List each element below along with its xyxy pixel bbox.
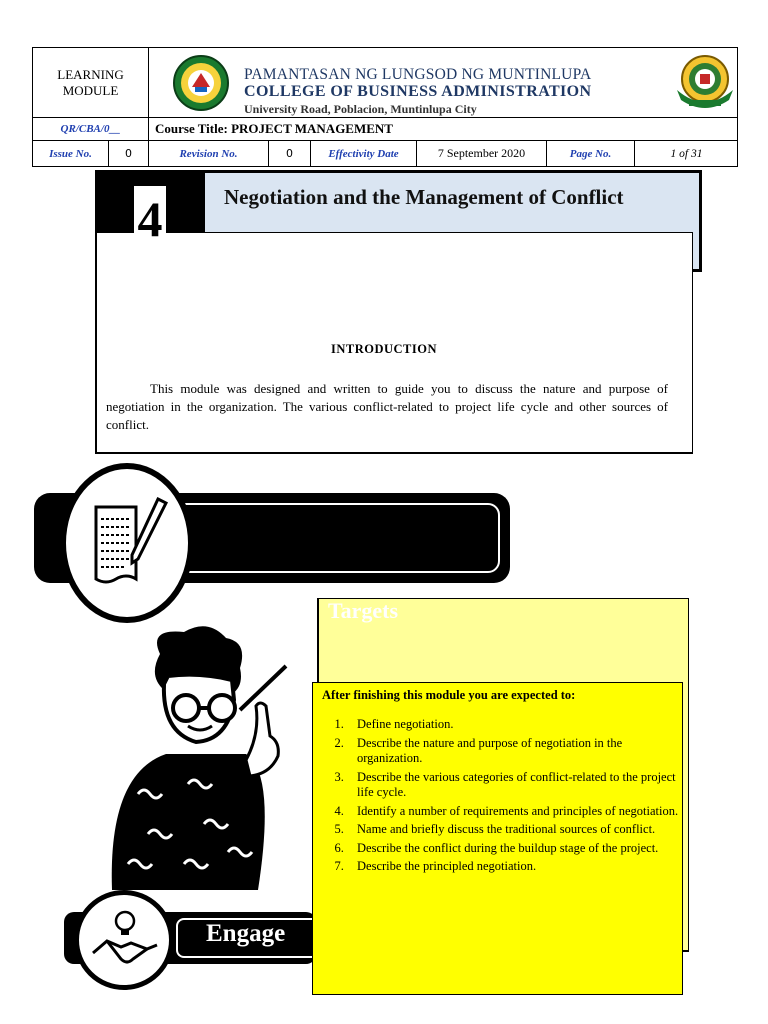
college-name: COLLEGE OF BUSINESS ADMINISTRATION [244, 83, 592, 100]
module-number: 4 [134, 186, 166, 252]
list-item: 3. Describe the various categories of conflict-related to the project life cycle. [347, 770, 683, 801]
college-seal-icon [673, 52, 737, 112]
targets-title: Targets [328, 598, 399, 623]
learning-goals-box [312, 682, 683, 995]
page-value: 1 of 31 [670, 147, 703, 160]
list-item: 7. Describe the principled negotiation. [347, 859, 683, 875]
university-address: University Road, Poblacion, Muntinlupa City [244, 102, 477, 116]
page-label: Page No. [547, 141, 635, 166]
university-name: PAMANTASAN NG LUNGSOD NG MUNTINLUPA [244, 66, 592, 83]
list-item: 2. Describe the nature and purpose of negotiation in the organization. [347, 736, 683, 767]
effectivity-label: Effectivity Date [311, 141, 417, 166]
module-title: Negotiation and the Management of Conflict [224, 185, 624, 209]
list-item: 1. Define negotiation. [347, 717, 683, 733]
engage-title: Engage [206, 920, 286, 947]
revision-label: Revision No. [149, 141, 269, 166]
targets-icon-circle [60, 463, 194, 623]
introduction-text: This module was designed and written to guide you to discuss the nature and purpose of negotiation in the organization. The various conflict-related to project life cycle and other sources of conflict. [106, 381, 668, 432]
effectivity-value: 7 September 2020 [417, 141, 547, 166]
list-item: 5. Name and briefly discuss the traditional sources of conflict. [347, 822, 683, 838]
list-item: 4. Identify a number of requirements and principles of negotiation. [347, 804, 683, 820]
issue-label: Issue No. [33, 141, 109, 166]
course-title: Course Title: PROJECT MANAGEMENT [149, 118, 738, 141]
revision-value: 0 [269, 141, 311, 166]
institution-block [149, 48, 738, 118]
introduction-heading: INTRODUCTION [330, 342, 437, 356]
learning-goals-heading: After finishing this module you are expected to: [322, 688, 576, 702]
module-header-table [32, 47, 738, 167]
code-cell: QR/CBA/0__ [33, 118, 149, 141]
university-seal-icon [171, 54, 231, 112]
issue-value: 0 [109, 141, 149, 166]
document-pen-icon [86, 495, 170, 591]
student-thinking-illustration [108, 624, 312, 892]
list-item: 6. Describe the conflict during the buildup stage of the project. [347, 841, 683, 857]
engage-icon-circle [74, 890, 174, 990]
learning-goals-list [323, 717, 683, 878]
learning-module-label: LEARNING MODULE [33, 48, 149, 118]
handshake-lightbulb-icon [87, 903, 163, 979]
